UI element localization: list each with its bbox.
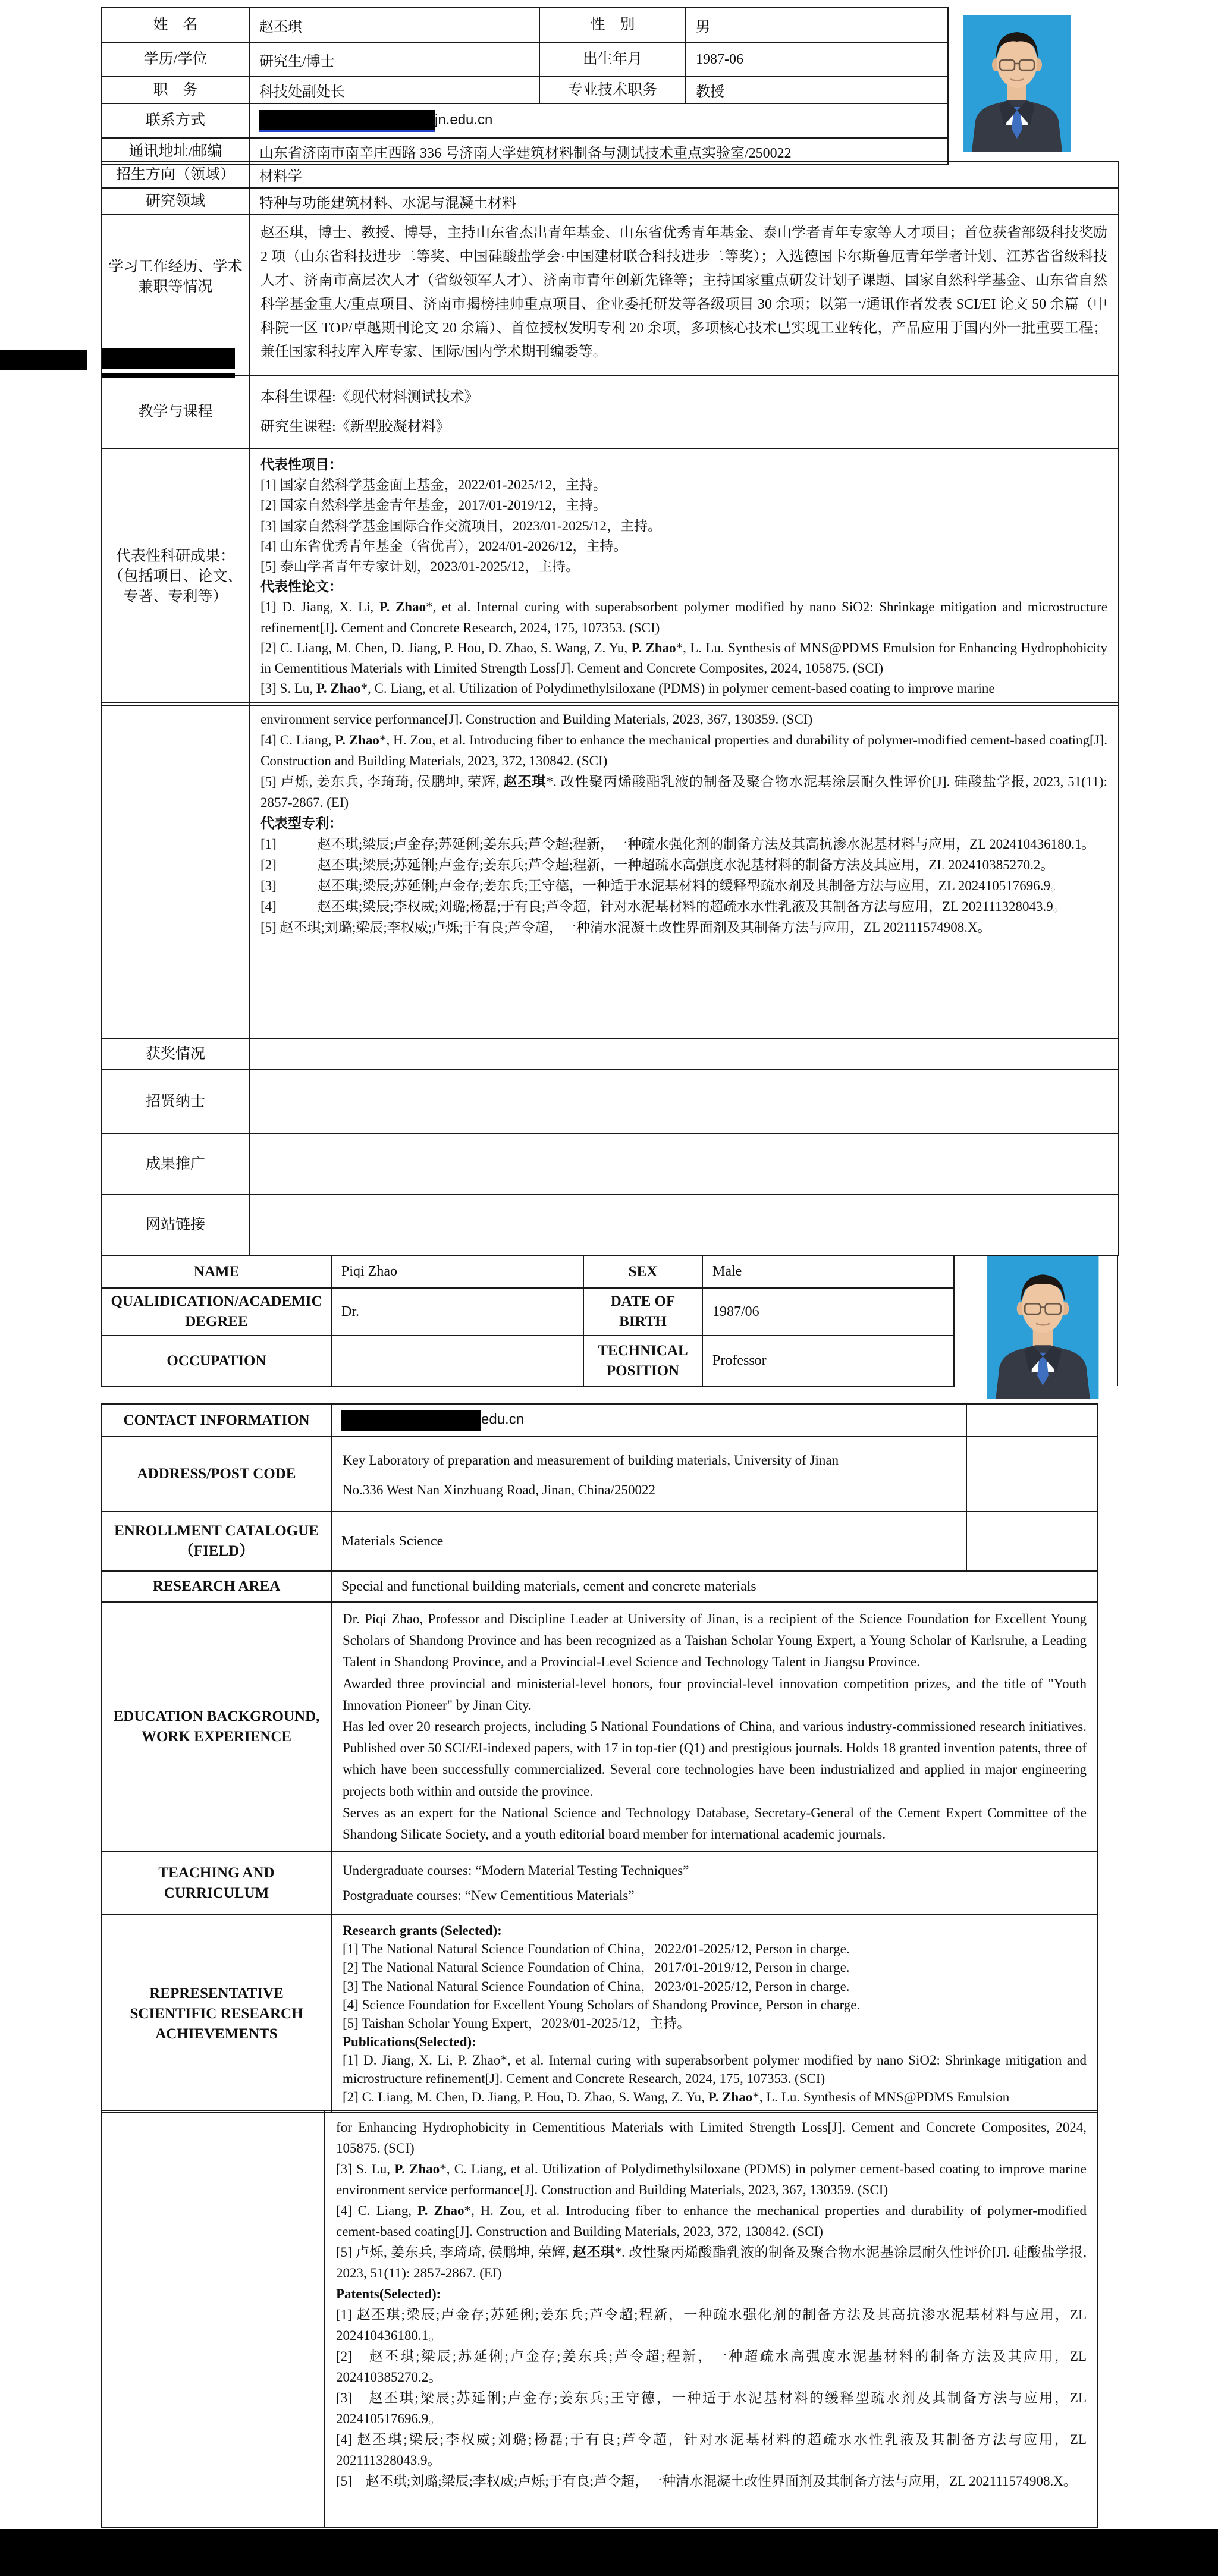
birth-label: 出生年月 (539, 42, 686, 77)
table-row (102, 103, 948, 138)
en-sex-value: Male (702, 1255, 954, 1288)
en-degree-value: Dr. (331, 1288, 583, 1336)
table-row (102, 1602, 1098, 1852)
table-row (102, 77, 948, 103)
birth-value: 1987-06 (686, 42, 948, 77)
en-contact-value (331, 1404, 966, 1437)
table-row (102, 1437, 1098, 1512)
enroll-label: 招生方向（领域） (102, 161, 249, 188)
enroll-value: 材料学 (249, 161, 1119, 188)
en-position-value: Professor (702, 1336, 954, 1386)
table-row (102, 215, 1119, 376)
table-row (102, 1038, 1119, 1070)
redaction-bar (259, 110, 435, 132)
table-row (102, 1070, 1119, 1133)
promotion-value (249, 1133, 1119, 1195)
sex-label: 性 别 (539, 8, 686, 42)
contact-value (249, 103, 948, 138)
recruit-value (249, 1070, 1119, 1133)
en-name-value: Piqi Zhao (331, 1255, 583, 1288)
table-row (102, 376, 1119, 448)
experience-text: 赵丕琪，博士、教授、博导，主持山东省杰出青年基金、山东省优秀青年基金、泰山学者青年专家等人才项目；首位获省部级科技奖励 2 项（山东省科技进步二等奖、中国硅酸盐学会·中国建材联合科技进步二等奖）；入选德国卡尔斯鲁厄青年学者计划、江苏省省级科技人才、济南市高层次人才（省级领军人才）、济南市青年创新先锋等；主持国家重点研发计划子课题、国家自然科学基金、山东省自然科学基金重大/重点项目、济南市揭榜挂帅重点项目、企业委托研发等各级项目 30 余项；以第一/通讯作者发表 SCI/EI 论文 50 余篇（中科院一区 TOP/卓越期刊论文 20 余篇）、首位授权发明专利 20 余项，多项核心技术已实现工业转化，产品应用于国内外一批重要工程；兼任国家科技库入库专家、国际/国内学术期刊编委等。 (249, 215, 1119, 376)
promotion-label: 成果推广 (102, 1133, 249, 1195)
zh-basic-info-table (101, 7, 949, 165)
en-achievements-label-continued (102, 2110, 325, 2528)
redaction-bar (102, 348, 235, 369)
en-occupation-label: OCCUPATION (102, 1336, 331, 1386)
en-birth-label: DATE OF BIRTH (583, 1288, 702, 1336)
duty-label: 职 务 (102, 77, 249, 103)
address-value: 山东省济南市南辛庄西路 336 号济南大学建筑材料制备与测试技术重点实验室/250022 (249, 138, 948, 165)
table-row (102, 1404, 1098, 1437)
en-name-label: NAME (102, 1255, 331, 1288)
en-teaching-courses: Undergraduate courses: “Modern Material Testing Techniques” Postgraduate courses: “New Cementitious Materials” (331, 1852, 1098, 1915)
table-row (102, 448, 1119, 705)
zh-detail-table-continued (101, 702, 1119, 1256)
en-detail-table (101, 1403, 1098, 2113)
degree-value: 研究生/博士 (249, 42, 539, 77)
en-achievements-page3: for Enhancing Hydrophobicity in Cementitious Materials with Limited Strength Loss[J]. Cement and Concrete Composites, 2024, 105875. (SCI) [3] S. Lu, P. Zhao*, C. Liang, et al. Utilization of Polydimethylsiloxane (PDMS) in polymer cement-based coating to improve marine environment service performance[J]. Construction and Building Materials, 2023, 367, 130359. (SCI) [4] C. Liang, P. Zhao*, H. Zou, et al. Introducing fiber to enhance the mechanical properties and durability of polymer-modified cement-based coating[J]. Construction and Building Materials, 2023, 372, 130842. (SCI) [5] 卢烁, 姜东兵, 李琦琦, 侯鹏坤, 荣辉, 赵丕琪*. 改性聚丙烯酸酯乳液的制备及聚合物水泥基涂层耐久性评价[J]. 硅酸盐学报, 2023, 51(11): 2857-2867. (EI) Patents(Selected): [1] 赵丕琪;梁辰;卢金存;苏延俐;姜东兵;芦令超;程新，一种疏水强化剂的制备方法及其高抗渗水泥基材料与应用，ZL 202410436180.1。 [2] 赵丕琪;梁辰;苏延俐;卢金存;姜东兵;芦令超;程新，一种超疏水高强度水泥基材料的制备方法及其应用，ZL 202410385270.2。 [3] 赵丕琪;梁辰;苏延俐;卢金存;姜东兵;王守德，一种适于水泥基材料的缓释型疏水剂及其制备方法与应用，ZL 202410517696.9。 [4] 赵丕琪;梁辰;李权威;刘璐;杨磊;于有良;芦令超，针对水泥基材料的超疏水水性乳液及其制备方法与应用，ZL 202111328043.9。 [5] 赵丕琪;刘璐;梁辰;李权威;卢烁;于有良;芦令超，一种清水混凝土改性界面剂及其制备方法与应用，ZL 202111574908.X。 (325, 2110, 1098, 2528)
en-achievements-label: REPRESENTATIVE SCIENTIFIC RESEARCH ACHIEVEMENTS (102, 1915, 331, 2113)
achievements-label-continued (102, 702, 249, 1038)
achievements-page2: environment service performance[J]. Construction and Building Materials, 2023, 367, 130359. (SCI) [4] C. Liang, P. Zhao*, H. Zou, et al. Introducing fiber to enhance the mechanical properties and durability of polymer-modified cement-based coating[J]. Construction and Building Materials, 2023, 372, 130842. (SCI) [5] 卢烁, 姜东兵, 李琦琦, 侯鹏坤, 荣辉, 赵丕琪*. 改性聚丙烯酸酯乳液的制备及聚合物水泥基涂层耐久性评价[J]. 硅酸盐学报, 2023, 51(11): 2857-2867. (EI) 代表型专利： [1] 赵丕琪;梁辰;卢金存;苏延俐;姜东兵;芦令超;程新，一种疏水强化剂的制备方法及其高抗渗水泥基材料与应用，ZL 202410436180.1。 [2] 赵丕琪;梁辰;苏延俐;卢金存;姜东兵;芦令超;程新，一种超疏水高强度水泥基材料的制备方法及其应用，ZL 202410385270.2。 [3] 赵丕琪;梁辰;苏延俐;卢金存;姜东兵;王守德，一种适于水泥基材料的缓释型疏水剂及其制备方法与应用，ZL 202410517696.9。 [4] 赵丕琪;梁辰;李权威;刘璐;杨磊;于有良;芦令超，针对水泥基材料的超疏水水性乳液及其制备方法与应用，ZL 202111328043.9。 [5] 赵丕琪;刘璐;梁辰;李权威;卢烁;于有良;芦令超，一种清水混凝土改性界面剂及其制备方法与应用，ZL 202111574908.X。 (249, 702, 1119, 1038)
recruit-label: 招贤纳士 (102, 1070, 249, 1133)
name-label: 姓 名 (102, 8, 249, 42)
zh-detail-table (101, 161, 1119, 706)
en-achievements-table-continued (101, 2110, 1098, 2528)
en-basic-info-table (101, 1255, 1118, 1387)
awards-label: 获奖情况 (102, 1038, 249, 1070)
degree-label: 学历/学位 (102, 42, 249, 77)
en-position-label: TECHNICAL POSITION (583, 1336, 702, 1386)
en-teaching-label: TEACHING AND CURRICULUM (102, 1852, 331, 1915)
experience-label: 学习工作经历、学术兼职等情况 (102, 215, 249, 376)
table-row (102, 702, 1119, 1038)
table-row (102, 8, 948, 42)
en-research-value: Special and functional building materials, cement and concrete materials (331, 1571, 1098, 1602)
en-address-value: Key Laboratory of preparation and measurement of building materials, University of Jinan No.336 West Nan Xinzhuang Road, Jinan, China/250022 (331, 1437, 966, 1512)
en-education-label: EDUCATION BACKGROUND, WORK EXPERIENCE (102, 1602, 331, 1852)
profile-photo (963, 15, 1071, 152)
title-value: 教授 (686, 77, 948, 103)
table-row (102, 2110, 1098, 2528)
name-value: 赵丕琪 (249, 8, 539, 42)
email-visible-text: jn.edu.cn (435, 111, 493, 128)
website-label: 网站链接 (102, 1195, 249, 1255)
table-row (102, 42, 948, 77)
email-visible-text: edu.cn (481, 1411, 525, 1428)
en-birth-value: 1987/06 (702, 1288, 954, 1336)
en-achievements-page2: Research grants (Selected): [1] The National Natural Science Foundation of China，2022/01-2025/12, Person in charge. [2] The National Natural Science Foundation of China，2017/01-2019/12, Person in charge. [3] The National Natural Science Foundation of China，2023/01-2025/12, Person in charge. [4] Science Foundation for Excellent Young Scholars of Shandong Province, Person in charge. [5] Taishan Scholar Young Expert，2023/01-2025/12，主持。 Publications(Selected): [1] D. Jiang, X. Li, P. Zhao*, et al. Internal curing with superabsorbent polymer modified by nano SiO2: Shrinkage mitigation and microstructure refinement[J]. Cement and Concrete Research, 2024, 175, 107353. (SCI) [2] C. Liang, M. Chen, D. Jiang, P. Hou, D. Zhao, S. Wang, Z. Yu, P. Zhao*, L. Lu. Synthesis of MNS@PDMS Emulsion (331, 1915, 1098, 2113)
en-address-label: ADDRESS/POST CODE (102, 1437, 331, 1512)
achievements-page1: 代表性项目： [1] 国家自然科学基金面上基金，2022/01-2025/12，主持。 [2] 国家自然科学基金青年基金，2017/01-2019/12，主持。 [3] 国家自然科学基金国际合作交流项目，2023/01-2025/12，主持。 [4] 山东省优秀青年基金（省优青），2024/01-2026/12，主持。 [5] 泰山学者青年专家计划，2023/01-2025/12，主持。 代表性论文： [1] D. Jiang, X. Li, P. Zhao*, et al. Internal curing with superabsorbent polymer modified by nano SiO2: Shrinkage mitigation and microstructure refinement[J]. Cement and Concrete Research, 2024, 175, 107353. (SCI) [2] C. Liang, M. Chen, D. Jiang, P. Hou, D. Zhao, S. Wang, Z. Yu, P. Zhao*, L. Lu. Synthesis of MNS@PDMS Emulsion for Enhancing Hydrophobicity in Cementitious Materials with Limited Strength Loss[J]. Cement and Concrete Composites, 2024, 105875. (SCI) [3] S. Lu, P. Zhao*, C. Liang, et al. Utilization of Polydimethylsiloxane (PDMS) in polymer cement-based coating to improve marine (249, 448, 1119, 705)
empty-cell (966, 1404, 1098, 1437)
address-label: 通讯地址/邮编 (102, 138, 249, 165)
research-area-label: 研究领域 (102, 188, 249, 215)
empty-cell (966, 1512, 1098, 1571)
en-enroll-value: Materials Science (331, 1512, 966, 1571)
table-row (102, 1133, 1119, 1195)
table-row (102, 161, 1119, 188)
table-row (102, 1852, 1098, 1915)
table-row (102, 1195, 1119, 1255)
website-value (249, 1195, 1119, 1255)
title-label: 专业技术职务 (539, 77, 686, 103)
en-degree-label: QUALIDICATION/ACADEMIC DEGREE (102, 1288, 331, 1336)
teaching-label: 教学与课程 (102, 376, 249, 448)
duty-value: 科技处副处长 (249, 77, 539, 103)
table-row (102, 1512, 1098, 1571)
empty-cell (966, 1437, 1098, 1512)
research-area-value: 特种与功能建筑材料、水泥与混凝土材料 (249, 188, 1119, 215)
en-education-text: Dr. Piqi Zhao, Professor and Discipline Leader at University of Jinan, is a recipient of the Science Foundation for Excellent Young Scholars of Shandong Province and has been recognized as a Taishan Scholar Young Expert, a Young Scholar of Karlsruhe, a Leading Talent in Shandong Province, and a Provincial-Level Science and Technology Talent in Jiangsu Province. Awarded three provincial and ministerial-level honors, four provincial-level innovation competition prizes, and the title of "Youth Innovation Pioneer" by Jinan City. Has led over 20 research projects, including 5 National Foundations of China, and various industry-commissioned research initiatives. Published over 50 SCI/EI-indexed papers, with 17 in top-tier (Q1) and prestigious journals. Holds 18 granted invention patents, three of which have been successfully commercialized. Several core technologies have been industrialized and applied in major engineering projects both within and outside the province. Serves as an expert for the National Science and Technology Database, Secretary-General of the Cement Expert Committee of the Shandong Silicate Society, and a youth editorial board member for international academic journals. (331, 1602, 1098, 1852)
awards-value (249, 1038, 1119, 1070)
redaction-bar (102, 373, 235, 378)
en-enroll-label: ENROLLMENT CATALOGUE（FIELD） (102, 1512, 331, 1571)
teaching-courses: 本科生课程:《现代材料测试技术》 研究生课程:《新型胶凝材料》 (249, 376, 1119, 448)
profile-photo (982, 1256, 1103, 1399)
en-contact-label: CONTACT INFORMATION (102, 1404, 331, 1437)
en-research-label: RESEARCH AREA (102, 1571, 331, 1602)
table-row (102, 1255, 1117, 1288)
contact-label: 联系方式 (102, 103, 249, 138)
screenshot-bottom-black-bar (0, 2529, 1218, 2576)
redaction-bar (341, 1410, 481, 1431)
en-sex-label: SEX (583, 1255, 702, 1288)
table-row (102, 188, 1119, 215)
table-row (102, 1915, 1098, 2113)
table-row (102, 1571, 1098, 1602)
redaction-bar (0, 350, 87, 370)
achievements-label: 代表性科研成果： （包括项目、论文、 专著、专利等） (102, 448, 249, 705)
sex-value: 男 (686, 8, 948, 42)
en-occupation-value (331, 1336, 583, 1386)
